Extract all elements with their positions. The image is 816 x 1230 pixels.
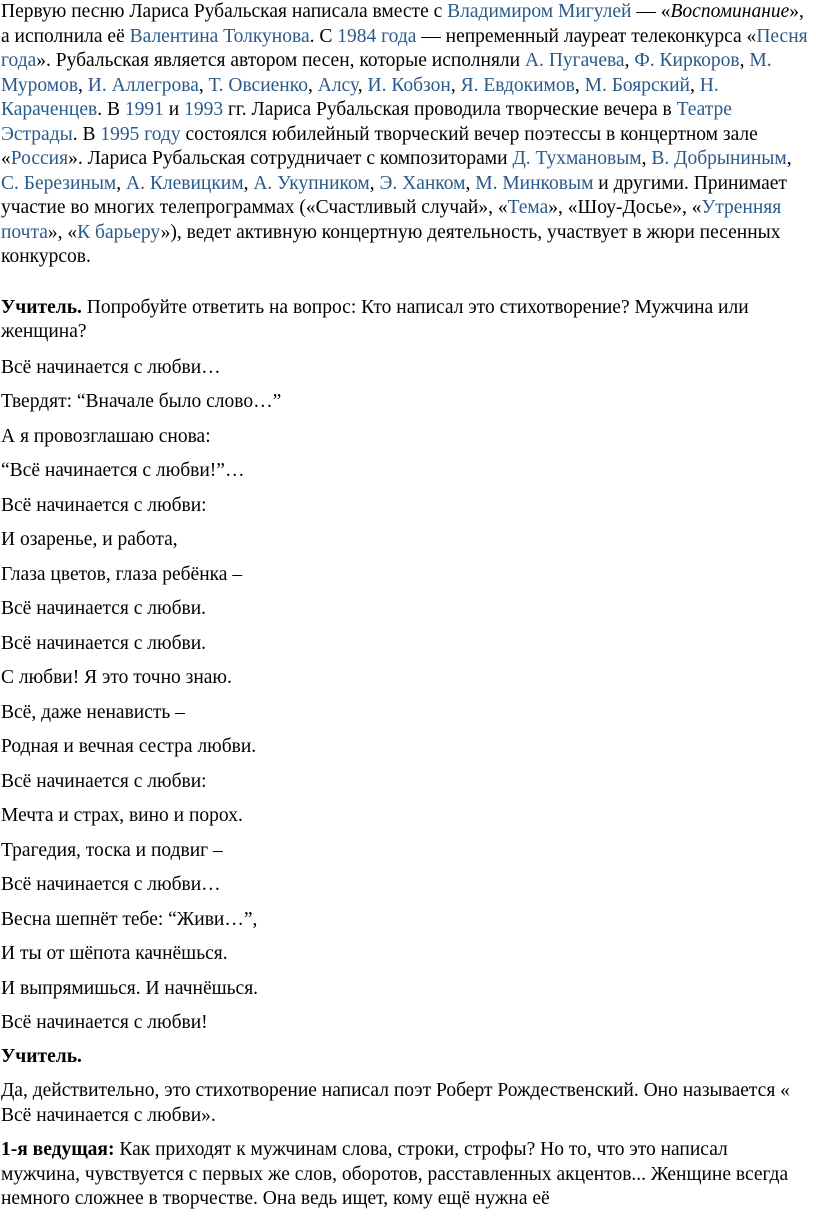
intro-text: », «Шоу-Досье», « xyxy=(548,197,702,218)
intro-text: , xyxy=(690,74,700,96)
intro-text: , xyxy=(641,148,652,169)
intro-link[interactable]: 1984 года xyxy=(337,25,417,47)
intro-text: , xyxy=(574,74,585,96)
poem-line: Родная и вечная сестра любви. xyxy=(1,736,257,757)
intro-link[interactable]: А. Пугачева xyxy=(524,50,625,71)
intro-text: и другими. Принимает участие во многих телепрограммах («Счастливый случай», « xyxy=(1,172,787,218)
intro-link[interactable]: С. Березиным xyxy=(1,172,117,194)
intro-link[interactable]: Я. Евдокимов xyxy=(460,74,575,96)
intro-text: ». Лариса Рубальская сотрудничает с композиторами xyxy=(68,148,513,169)
intro-link[interactable]: Валентина Толкунова xyxy=(129,25,310,47)
intro-text: , xyxy=(78,74,88,96)
poem-line: Всё начинается с любви. xyxy=(1,598,207,619)
poem-line: Трагедия, тоска и подвиг – xyxy=(1,839,223,861)
intro-text: , xyxy=(198,74,209,96)
poem-line: Всё, даже ненависть – xyxy=(1,701,185,723)
poem-line: Твердят: “Вначале было слово…” xyxy=(1,391,282,412)
intro-text: , xyxy=(739,50,750,71)
intro-paragraph xyxy=(1,0,811,270)
poem-line: “Всё начинается с любви!”… xyxy=(1,460,245,481)
intro-link[interactable]: Песня года xyxy=(1,25,808,71)
intro-text: , xyxy=(450,74,461,96)
intro-link[interactable]: 1995 году xyxy=(100,123,181,145)
host-text: Как приходят к мужчинам слова, строки, строфы? Но то, что это написал мужчина, чувствуется с первых же слов, оборотов, расставленных акцентов... Женщине всегда немного сложнее в творчестве. Она ведь ищет, кому ещё нужна её xyxy=(1,1139,789,1209)
teacher-label: Учитель. xyxy=(1,296,82,318)
intro-text: . С xyxy=(309,25,338,47)
teacher-answer-text: Да, действительно, это стихотворение написал поэт Роберт Рождественский. Оно называется « Всё начинается с любви». xyxy=(1,1080,790,1126)
intro-text: , xyxy=(465,172,476,194)
intro-link[interactable]: Д. Тухмановым xyxy=(512,148,642,169)
intro-link[interactable]: Тема xyxy=(507,197,549,218)
intro-text: и xyxy=(163,99,185,120)
intro-text: — непременный лауреат телеконкурса « xyxy=(416,25,757,47)
poem-line: И озаренье, и работа, xyxy=(1,529,178,550)
intro-text: — « xyxy=(631,1,671,22)
intro-link[interactable]: И. Аллегрова xyxy=(87,74,199,96)
intro-text: состоялся юбилейный творческий вечер поэтессы в концертном зале « xyxy=(1,123,758,169)
poem-line: И выпрямишься. И начнёшься. xyxy=(1,977,259,999)
intro-link[interactable]: Утренняя почта xyxy=(1,197,782,243)
poem-line: Всё начинается с любви… xyxy=(1,874,221,895)
intro-text: , xyxy=(116,172,127,194)
poem-line: Мечта и страх, вино и порох. xyxy=(1,805,243,826)
poem-line: А я провозглашаю снова: xyxy=(1,425,211,447)
poem-line: Всё начинается с любви: xyxy=(1,770,207,792)
intro-text: », « xyxy=(47,221,78,243)
poem-line: Всё начинается с любви. xyxy=(1,632,207,654)
host-paragraph xyxy=(1,1138,811,1212)
poem-line: С любви! Я это точно знаю. xyxy=(1,667,232,688)
teacher-answer-label: Учитель. xyxy=(1,1045,82,1067)
intro-text: , xyxy=(243,172,254,194)
intro-text: . В xyxy=(72,123,101,145)
intro-link[interactable]: Ф. Киркоров xyxy=(634,50,740,71)
intro-text: , xyxy=(357,74,368,96)
poem-line: Всё начинается с любви… xyxy=(1,356,221,378)
intro-link[interactable]: Э. Ханком xyxy=(379,172,466,194)
intro-text: , xyxy=(786,148,792,169)
intro-link[interactable]: А. Укупником xyxy=(253,172,370,194)
intro-text: , xyxy=(307,74,318,96)
intro-link[interactable]: Т. Овсиенко xyxy=(208,74,308,96)
intro-link[interactable]: М. Боярский xyxy=(584,74,690,96)
intro-text: гг. Лариса Рубальская проводила творческие вечера в xyxy=(223,99,677,120)
intro-link[interactable]: М. Минковым xyxy=(475,172,594,194)
poem-line: Весна шепнёт тебе: “Живи…”, xyxy=(1,908,258,930)
intro-text: Первую песню Лариса Рубальская написала вместе с xyxy=(1,1,448,22)
poem xyxy=(1,356,811,1036)
intro-text: », а исполнила её xyxy=(1,1,804,47)
intro-text: ». Рубальская является автором песен, которые исполняли xyxy=(36,50,525,71)
intro-link[interactable]: 1991 xyxy=(124,99,164,120)
host-label: 1-я ведущая: xyxy=(1,1139,115,1160)
intro-link[interactable]: В. Добрыниным xyxy=(651,148,787,169)
intro-link[interactable]: Н. Караченцев xyxy=(1,74,719,120)
teacher-question xyxy=(1,296,811,345)
intro-link[interactable]: А. Клевицким xyxy=(126,172,244,194)
intro-text: , xyxy=(369,172,380,194)
intro-link[interactable]: 1993 xyxy=(184,99,224,120)
intro-link[interactable]: Театре Эстрады xyxy=(1,99,732,145)
intro-link[interactable]: М. Муромов xyxy=(1,50,772,96)
poem-line: Всё начинается с любви! xyxy=(1,1012,208,1033)
intro-link[interactable]: Владимиром Мигулей xyxy=(447,1,632,22)
intro-text: »), ведет активную концертную деятельность, участвует в жюри песенных конкурсов. xyxy=(1,221,781,267)
poem-line: И ты от шёпота качнёшься. xyxy=(1,943,228,964)
intro-text: . В xyxy=(97,99,125,120)
teacher-question-text: Попробуйте ответить на вопрос: Кто написал это стихотворение? Мужчина или женщина? xyxy=(1,296,749,342)
poem-line: Глаза цветов, глаза ребёнка – xyxy=(1,563,243,585)
intro-italic-text: Воспоминание xyxy=(670,1,790,22)
intro-link[interactable]: И. Кобзон xyxy=(367,74,451,96)
intro-text: , xyxy=(624,50,635,71)
intro-link[interactable]: К барьеру xyxy=(77,221,161,243)
poem-line: Всё начинается с любви: xyxy=(1,494,207,516)
intro-link[interactable]: Россия xyxy=(10,148,69,169)
intro-link[interactable]: Алсу xyxy=(317,74,358,96)
